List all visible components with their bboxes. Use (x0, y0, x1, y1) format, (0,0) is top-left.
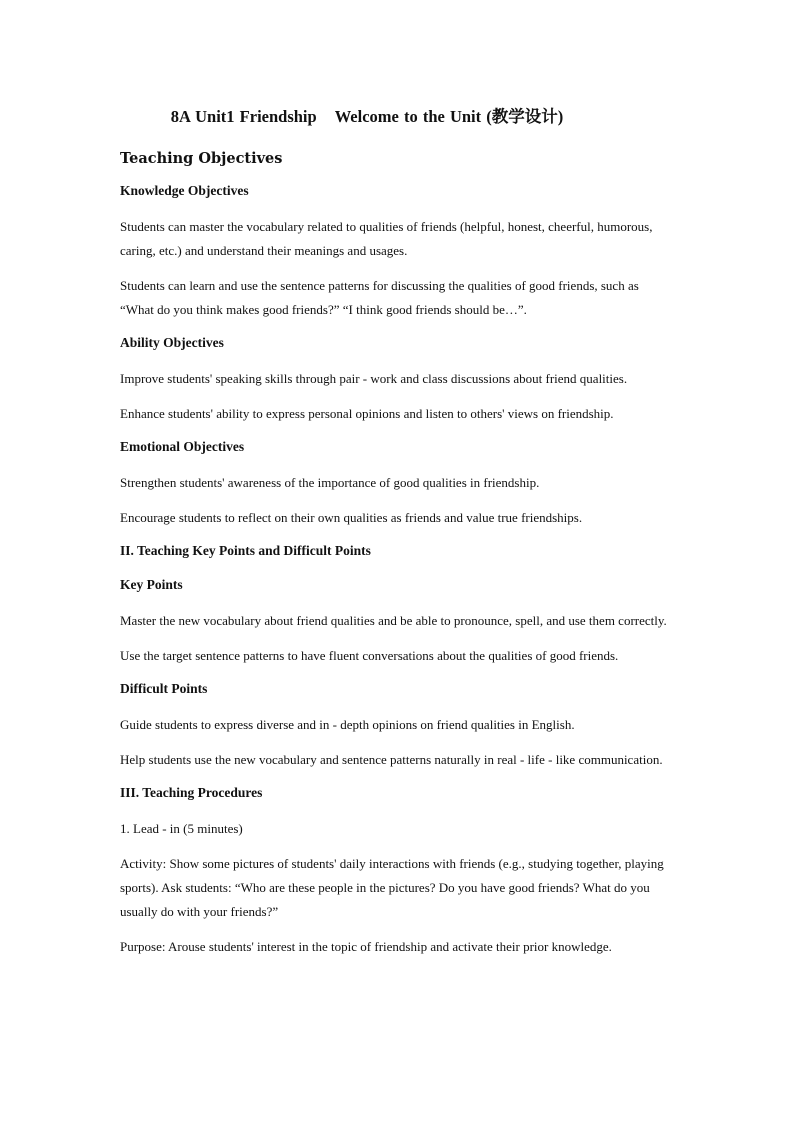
knowledge-paragraph-1: Students can master the vocabulary related to qualities of friends (helpful, honest, cheerful, humorous, caring, etc.) and understand their meanings and usages. (120, 219, 653, 258)
emotional-paragraph-2: Encourage students to reflect on their own qualities as friends and value true friendships. (120, 510, 583, 525)
difficult-points-paragraph-2: Help students use the new vocabulary and sentence patterns naturally in real - life - like communication. (120, 752, 663, 767)
ability-paragraph-2: Enhance students' ability to express personal opinions and listen to others' views on friendship. (120, 406, 614, 421)
teaching-procedures-heading: III. Teaching Procedures (120, 785, 263, 800)
purpose-paragraph: Purpose: Arouse students' interest in the topic of friendship and activate their prior knowledge. (120, 939, 612, 954)
document-body (120, 150, 668, 970)
emotional-objectives-heading: Emotional Objectives (120, 439, 245, 454)
key-points-paragraph-2: Use the target sentence patterns to have fluent conversations about the qualities of good friends. (120, 648, 619, 663)
title-unit: 8A Unit1 Friendship (170, 107, 317, 126)
difficult-points-paragraph-1: Guide students to express diverse and in - depth opinions on friend qualities in English. (120, 717, 575, 732)
teaching-objectives-heading: Teaching Objectives (120, 150, 283, 167)
difficult-points-heading: Difficult Points (120, 681, 208, 696)
activity-paragraph: Activity: Show some pictures of students' daily interactions with friends (e.g., studying together, playing sports). Ask students: “Who are these people in the pictures? Do you have good friends? What do you usually do with your friends?” (120, 856, 664, 919)
ability-objectives-heading: Ability Objectives (120, 335, 224, 350)
key-difficult-points-heading: II. Teaching Key Points and Difficult Points (120, 543, 371, 558)
knowledge-objectives-heading: Knowledge Objectives (120, 183, 249, 198)
knowledge-paragraph-2: Students can learn and use the sentence patterns for discussing the qualities of good friends, such as “What do you think makes good friends?” “I think good friends should be…”. (120, 278, 639, 317)
lead-in-heading: 1. Lead - in (5 minutes) (120, 821, 243, 836)
title-lesson: Welcome to the Unit (教学设计) (334, 107, 564, 126)
key-points-heading: Key Points (120, 577, 183, 592)
ability-paragraph-1: Improve students' speaking skills through pair - work and class discussions about friend qualities. (120, 371, 628, 386)
emotional-paragraph-1: Strengthen students' awareness of the importance of good qualities in friendship. (120, 475, 540, 490)
key-points-paragraph-1: Master the new vocabulary about friend qualities and be able to pronounce, spell, and use them correctly. (120, 613, 667, 628)
document-title (0, 103, 734, 127)
